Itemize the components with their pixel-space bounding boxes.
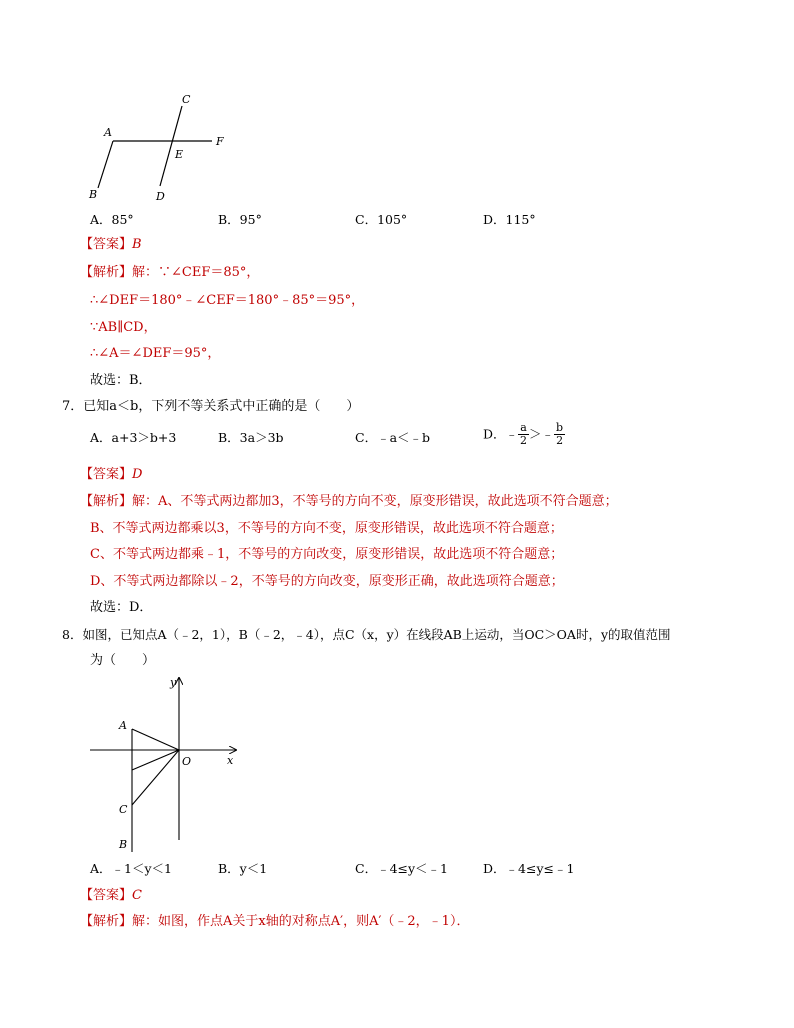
parallel-lines-figure bbox=[80, 88, 250, 208]
answer-value: B bbox=[132, 237, 142, 252]
q7-analysis-line-3: C、不等式两边都乘﹣1，不等号的方向改变，原变形错误，故此选项不符合题意； bbox=[90, 547, 564, 562]
q8-option-a: A．﹣1＜y＜1 bbox=[90, 861, 172, 876]
q8-analysis-line-1: 【解析】解：如图，作点A关于x轴的对称点A′，则A′（﹣2，﹣1）． bbox=[80, 914, 470, 929]
q7-option-d: D．﹣ $\frac{a}{2}$ ＞﹣ $\frac{b}{2}$ bbox=[483, 421, 564, 447]
q8-option-c: C．﹣4≤y＜﹣1 bbox=[355, 861, 449, 876]
q6-analysis-line-2: ∴∠DEF＝180°﹣∠CEF＝180°﹣85°＝95°， bbox=[90, 293, 365, 308]
segment-o-to-ab bbox=[132, 750, 179, 770]
q8-option-b: B．y＜1 bbox=[218, 861, 268, 876]
label-c: C bbox=[182, 93, 191, 106]
label-f: F bbox=[216, 135, 224, 148]
answer-value: D bbox=[132, 467, 143, 482]
answer-tag: 【答案】 bbox=[80, 237, 133, 252]
q7-option-a: A．a+3＞b+3 bbox=[90, 430, 177, 445]
segment-oc bbox=[132, 750, 179, 805]
label-x: x bbox=[227, 754, 234, 767]
q8-option-d: D．﹣4≤y≤﹣1 bbox=[483, 861, 575, 876]
label-e: E bbox=[175, 148, 184, 161]
answer-tag: 【答案】 bbox=[80, 467, 133, 482]
q6-option-d: D．115° bbox=[483, 212, 536, 227]
q6-analysis-line-1: 【解析】解：∵∠CEF＝85°， bbox=[80, 265, 260, 280]
analysis-tag: 【解析】 bbox=[80, 494, 133, 509]
answer-value: C bbox=[132, 888, 142, 903]
label-a: A bbox=[104, 126, 112, 139]
q7-answer bbox=[80, 466, 142, 484]
q8-question-line-1: 8．如图，已知点A（﹣2，1），B（﹣2，﹣4），点C（x，y）在线段AB上运动，当OC＞OA时，y的取值范围 bbox=[62, 627, 671, 642]
q8-answer bbox=[80, 887, 142, 905]
q7-choice-line: 故选：D． bbox=[90, 600, 153, 615]
q8-question-line-2: 为（ ） bbox=[90, 653, 156, 668]
q7-question: 7．已知a＜b，下列不等关系式中正确的是（ ） bbox=[62, 399, 360, 414]
segment-oa bbox=[132, 729, 179, 750]
q6-analysis-line-3: ∵AB∥CD， bbox=[90, 320, 157, 335]
label-o: O bbox=[182, 755, 192, 768]
coordinate-figure bbox=[80, 672, 260, 852]
q6-option-c: C．105° bbox=[355, 212, 408, 227]
fraction-b-over-2: $\frac{b}{2}$ bbox=[556, 421, 564, 447]
answer-tag: 【答案】 bbox=[80, 888, 133, 903]
q7-option-b: B．3a＞3b bbox=[218, 430, 284, 445]
analysis-tag: 【解析】 bbox=[80, 265, 133, 280]
q6-answer bbox=[80, 236, 142, 254]
analysis-tag: 【解析】 bbox=[80, 914, 133, 929]
line-ab bbox=[98, 141, 113, 188]
label-b: B bbox=[89, 188, 98, 201]
label-c: C bbox=[119, 803, 128, 816]
q6-option-a: A．85° bbox=[90, 212, 134, 227]
fraction-a-over-2: $\frac{a}{2}$ bbox=[520, 421, 528, 447]
label-y: y bbox=[170, 676, 177, 689]
q7-option-c: C．﹣a＜﹣b bbox=[355, 430, 431, 445]
q7-analysis-line-4: D、不等式两边都除以﹣2，不等号的方向改变，原变形正确，故此选项符合题意； bbox=[90, 574, 564, 589]
label-a: A bbox=[119, 719, 127, 732]
label-d: D bbox=[156, 190, 165, 203]
q6-analysis-line-4: ∴∠A＝∠DEF＝95°， bbox=[90, 346, 221, 361]
q7-analysis-line-1: 【解析】解：A、不等式两边都加3，不等号的方向不变，原变形错误，故此选项不符合题意； bbox=[80, 494, 618, 509]
q6-choice-line: 故选：B． bbox=[90, 373, 152, 388]
line-cd bbox=[160, 106, 182, 186]
q6-option-b: B．95° bbox=[218, 212, 262, 227]
q7-analysis-line-2: B、不等式两边都乘以3，不等号的方向不变，原变形错误，故此选项不符合题意； bbox=[90, 521, 563, 536]
label-b: B bbox=[119, 838, 128, 851]
